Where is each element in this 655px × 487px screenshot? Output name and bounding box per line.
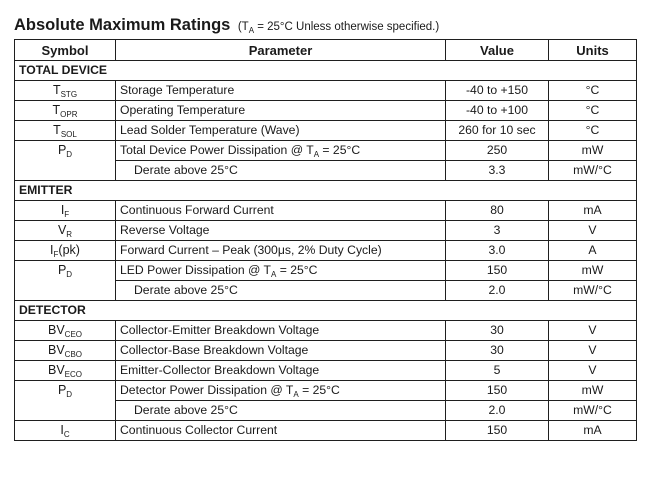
parameter-cell: Derate above 25°C bbox=[116, 401, 446, 421]
unit-cell: mW bbox=[549, 261, 637, 281]
section-row-emitter bbox=[15, 181, 637, 201]
parameter-cell: Derate above 25°C bbox=[116, 281, 446, 301]
header-value: Value bbox=[446, 40, 549, 61]
symbol-cell: $P_D$ bbox=[15, 141, 116, 161]
ratings-table bbox=[14, 39, 637, 441]
parameter-cell: Reverse Voltage bbox=[116, 221, 446, 241]
table-row bbox=[15, 421, 637, 441]
unit-cell: mA bbox=[549, 201, 637, 221]
value-cell: 2.0 bbox=[446, 281, 549, 301]
table-row bbox=[15, 141, 637, 161]
value-cell: -40 to +150 bbox=[446, 81, 549, 101]
unit-cell: V bbox=[549, 321, 637, 341]
parameter-cell: Collector-Base Breakdown Voltage bbox=[116, 341, 446, 361]
symbol-cell: $P_D$ bbox=[15, 261, 116, 281]
table-row bbox=[15, 401, 637, 421]
table-row bbox=[15, 341, 637, 361]
ratings-container bbox=[14, 13, 636, 441]
unit-cell: mA bbox=[549, 421, 637, 441]
parameter-cell: Total Device Power Dissipation @ $T_A = 25^\circ C$ bbox=[116, 141, 446, 161]
parameter-cell: Continuous Forward Current bbox=[116, 201, 446, 221]
symbol-cell: $P_D$ bbox=[15, 381, 116, 401]
table-row bbox=[15, 221, 637, 241]
value-cell: 30 bbox=[446, 341, 549, 361]
unit-cell: mW bbox=[549, 381, 637, 401]
value-cell: 150 bbox=[446, 381, 549, 401]
value-cell: 2.0 bbox=[446, 401, 549, 421]
value-cell: 150 bbox=[446, 421, 549, 441]
value-cell: 260 for 10 sec bbox=[446, 121, 549, 141]
unit-cell: °C bbox=[549, 101, 637, 121]
unit-cell: mW/°C bbox=[549, 161, 637, 181]
page-title: Absolute Maximum Ratings bbox=[14, 16, 231, 34]
parameter-cell: Forward Current – Peak (300μs, 2% Duty Cycle) bbox=[116, 241, 446, 261]
unit-cell: mW/°C bbox=[549, 281, 637, 301]
unit-cell: mW bbox=[549, 141, 637, 161]
parameter-cell: Storage Temperature bbox=[116, 81, 446, 101]
symbol-cell: $BV_{ECO}$ bbox=[15, 361, 116, 381]
parameter-cell: Derate above 25°C bbox=[116, 161, 446, 181]
table-row bbox=[15, 361, 637, 381]
table-row bbox=[15, 121, 637, 141]
symbol-cell bbox=[15, 161, 116, 181]
value-cell: 80 bbox=[446, 201, 549, 221]
value-cell: 3.3 bbox=[446, 161, 549, 181]
unit-cell: V bbox=[549, 341, 637, 361]
table-row bbox=[15, 81, 637, 101]
parameter-cell: Emitter-Collector Breakdown Voltage bbox=[116, 361, 446, 381]
table-row bbox=[15, 281, 637, 301]
heading bbox=[14, 13, 636, 37]
section-label: TOTAL DEVICE bbox=[15, 61, 637, 81]
parameter-cell: LED Power Dissipation @ $T_A = 25^\circ C$ bbox=[116, 261, 446, 281]
title-condition bbox=[238, 21, 439, 33]
symbol-cell bbox=[15, 401, 116, 421]
section-label: EMITTER bbox=[15, 181, 637, 201]
header-parameter: Parameter bbox=[116, 40, 446, 61]
symbol-cell: $BV_{CBO}$ bbox=[15, 341, 116, 361]
value-cell: 5 bbox=[446, 361, 549, 381]
value-cell: 3.0 bbox=[446, 241, 549, 261]
unit-cell: °C bbox=[549, 121, 637, 141]
table-row bbox=[15, 321, 637, 341]
section-row-total bbox=[15, 61, 637, 81]
unit-cell: mW/°C bbox=[549, 401, 637, 421]
symbol-cell: $T_{STG}$ bbox=[15, 81, 116, 101]
symbol-cell: $BV_{CEO}$ bbox=[15, 321, 116, 341]
section-label: DETECTOR bbox=[15, 301, 637, 321]
symbol-cell: $T_{OPR}$ bbox=[15, 101, 116, 121]
condition-rest: = 25°C Unless otherwise specified.) bbox=[254, 21, 440, 33]
value-cell: 30 bbox=[446, 321, 549, 341]
table-row bbox=[15, 261, 637, 281]
value-cell: 250 bbox=[446, 141, 549, 161]
unit-cell: A bbox=[549, 241, 637, 261]
unit-cell: V bbox=[549, 361, 637, 381]
parameter-cell: Continuous Collector Current bbox=[116, 421, 446, 441]
header-row bbox=[15, 40, 637, 61]
parameter-cell: Collector-Emitter Breakdown Voltage bbox=[116, 321, 446, 341]
table-row bbox=[15, 101, 637, 121]
section-row-detector bbox=[15, 301, 637, 321]
condition-sub: A bbox=[248, 26, 255, 35]
value-cell: -40 to +100 bbox=[446, 101, 549, 121]
symbol-cell: $I_C$ bbox=[15, 421, 116, 441]
unit-cell: °C bbox=[549, 81, 637, 101]
parameter-cell: Lead Solder Temperature (Wave) bbox=[116, 121, 446, 141]
condition-open: (T bbox=[237, 21, 249, 33]
header-symbol: Symbol bbox=[15, 40, 116, 61]
symbol-cell: $I_F(pk)$ bbox=[15, 241, 116, 261]
table-row bbox=[15, 161, 637, 181]
value-cell: 150 bbox=[446, 261, 549, 281]
symbol-cell bbox=[15, 281, 116, 301]
table-row bbox=[15, 241, 637, 261]
header-units: Units bbox=[549, 40, 637, 61]
parameter-cell: Operating Temperature bbox=[116, 101, 446, 121]
symbol-cell: $I_F$ bbox=[15, 201, 116, 221]
table-row bbox=[15, 381, 637, 401]
symbol-cell: $T_{SOL}$ bbox=[15, 121, 116, 141]
symbol-cell: $V_R$ bbox=[15, 221, 116, 241]
table-row bbox=[15, 201, 637, 221]
unit-cell: V bbox=[549, 221, 637, 241]
parameter-cell: Detector Power Dissipation @ $T_A = 25^\circ C$ bbox=[116, 381, 446, 401]
value-cell: 3 bbox=[446, 221, 549, 241]
